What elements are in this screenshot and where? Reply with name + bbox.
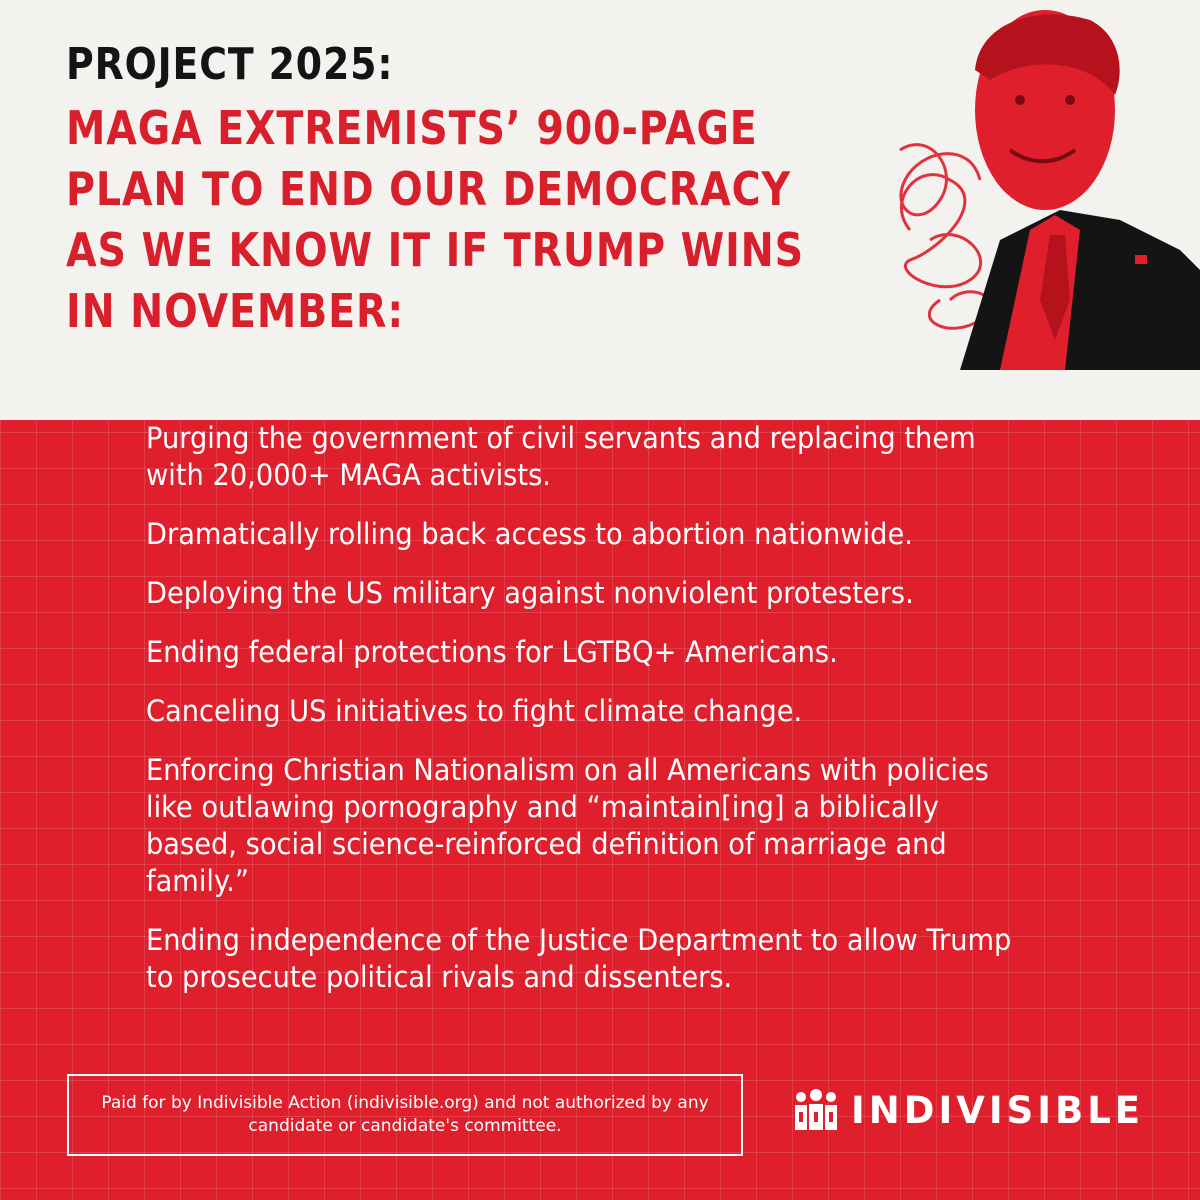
plan-point: Enforcing Christian Nationalism on all Americans with policies like outlawing pornography and “maintain[ing] a biblically based, social science-reinforced definition of marriage and family.” (146, 753, 989, 898)
headline (66, 39, 804, 342)
indivisible-logo (793, 1088, 1144, 1132)
plan-point: Deploying the US military against nonviolent protesters. (146, 576, 914, 610)
paid-for-disclaimer: Paid for by Indivisible Action (indivisible.org) and not authorized by any candidate or candidate's committee. (67, 1074, 743, 1156)
plan-point: Dramatically rolling back access to abortion nationwide. (146, 517, 913, 551)
plan-point: Ending independence of the Justice Department to allow Trump to prosecute political rivals and dissenters. (146, 923, 1012, 994)
plan-point: Purging the government of civil servants and replacing them with 20,000+ MAGA activists. (146, 421, 976, 492)
headline-kicker: PROJECT 2025: (66, 39, 394, 90)
plan-points-list (146, 420, 1020, 1018)
plan-point: Ending federal protections for LGTBQ+ Americans. (146, 635, 838, 669)
headline-main: MAGA EXTREMISTS’ 900-PAGE PLAN TO END OUR DEMOCRACY AS WE KNOW IT IF TRUMP WINS IN NOVEMBER: (66, 101, 804, 338)
plan-point: Canceling US initiatives to fight climate change. (146, 694, 803, 728)
candidate-portrait-illustration (880, 0, 1200, 370)
logo-wordmark: INDIVISIBLE (851, 1088, 1145, 1132)
people-group-icon (793, 1088, 839, 1132)
